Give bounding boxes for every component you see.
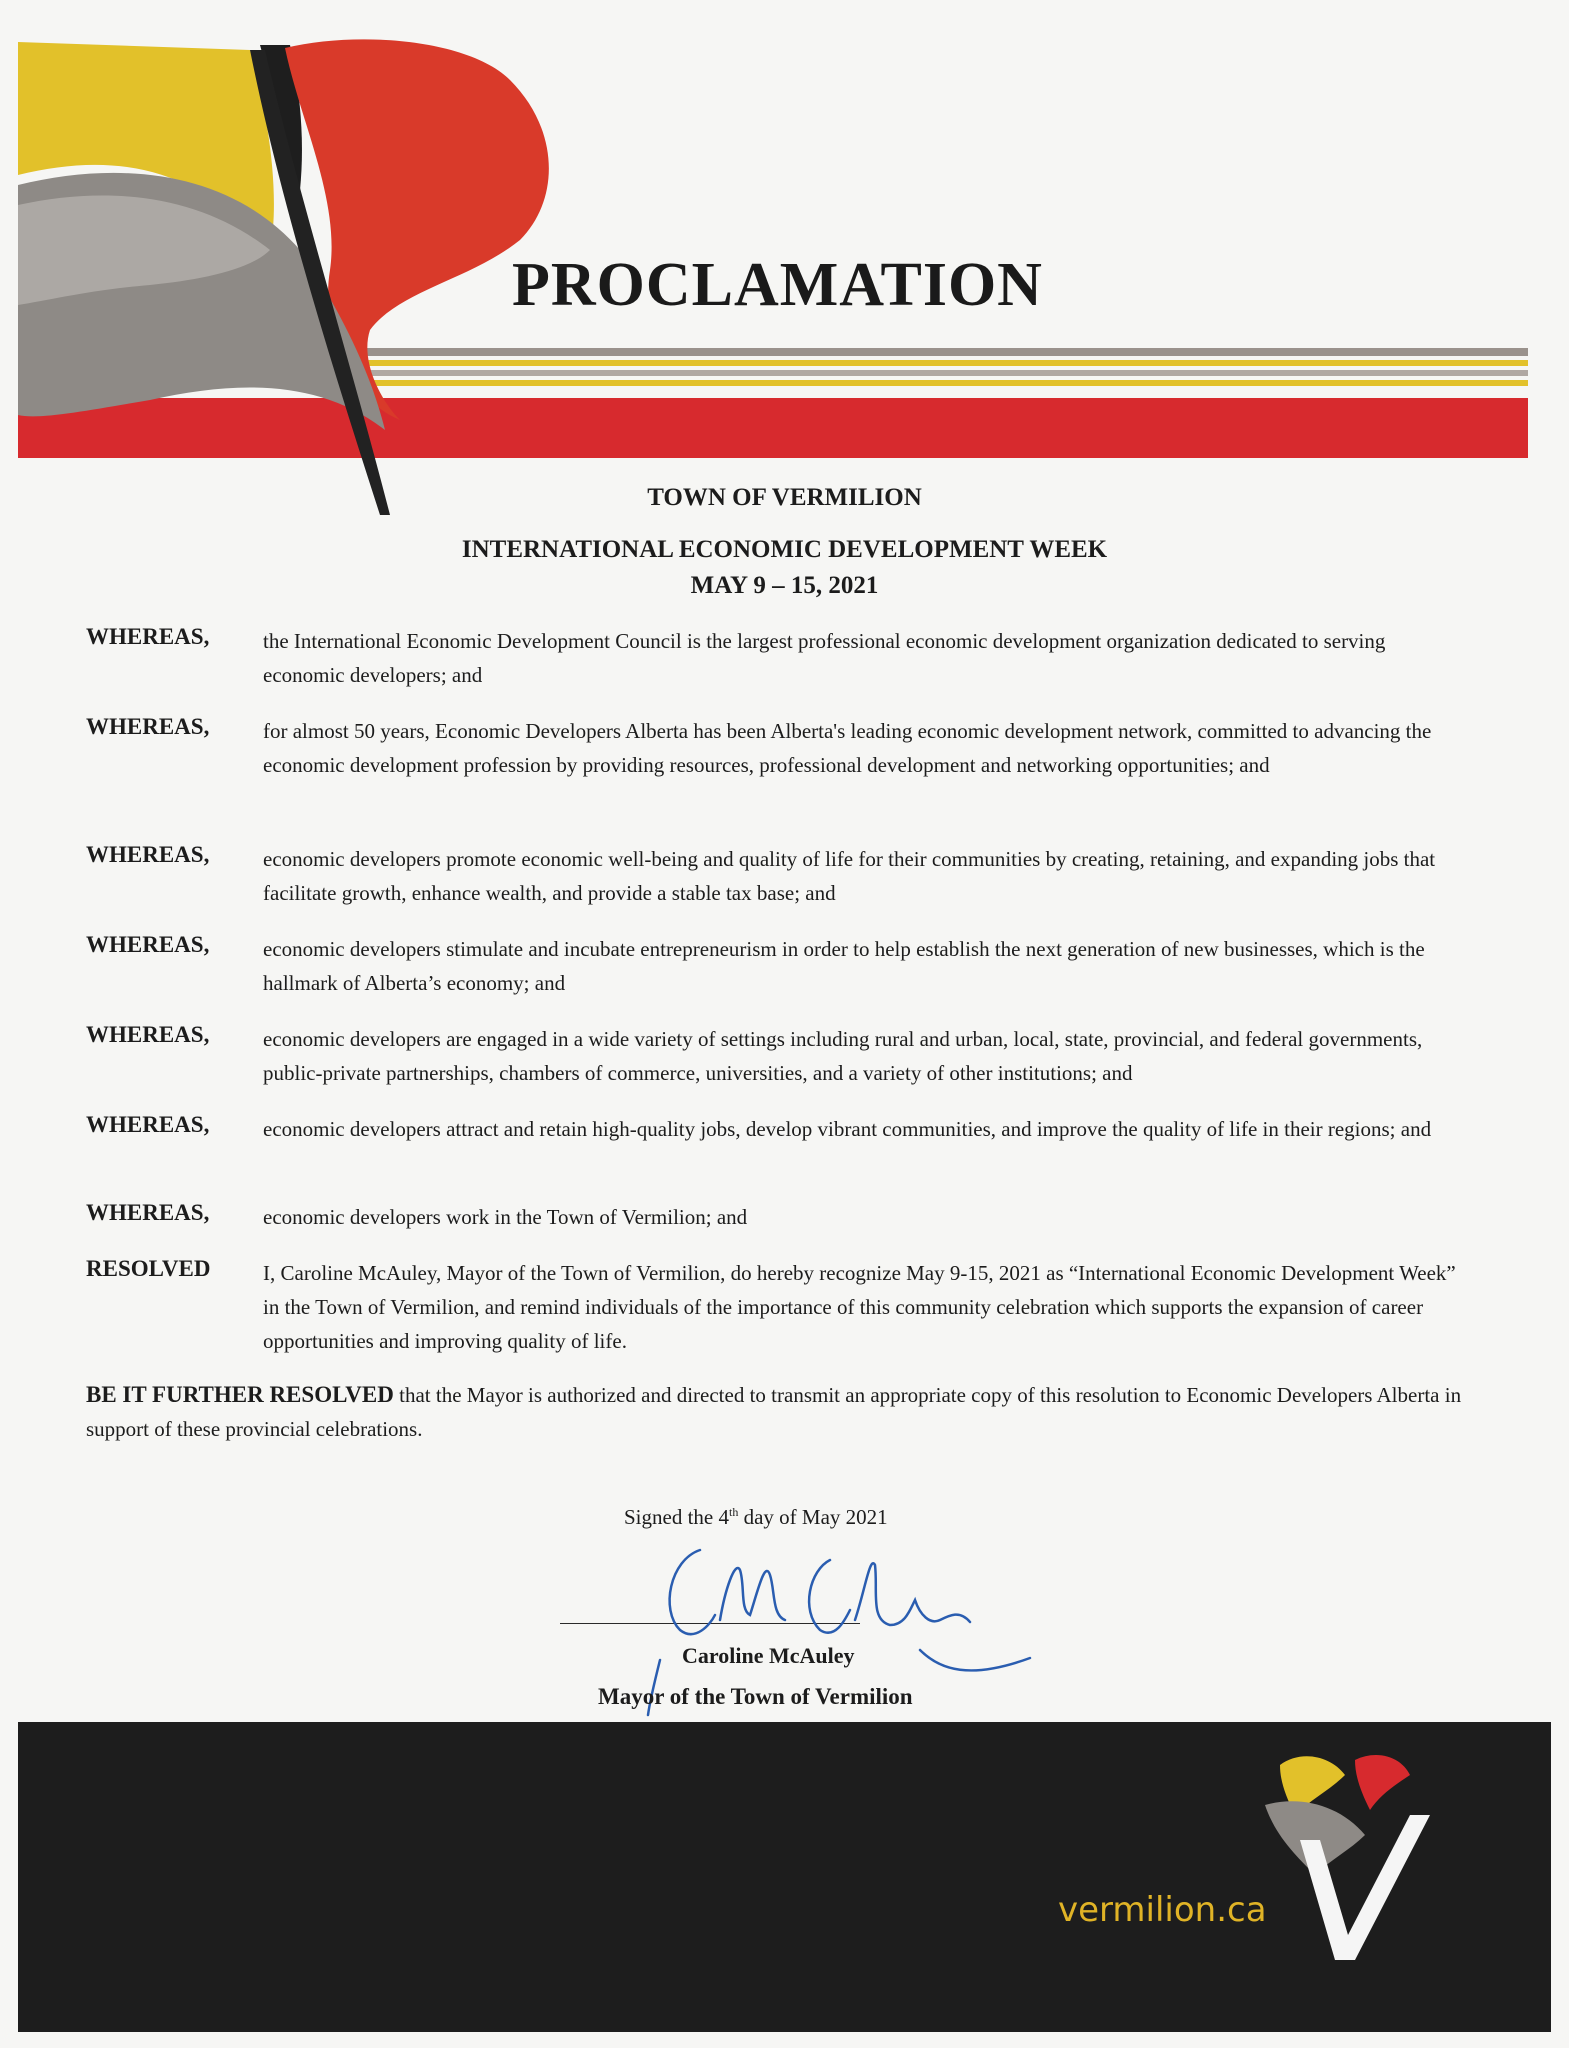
town-heading: TOWN OF VERMILION [647, 484, 922, 511]
clause-text: economic developers attract and retain high-quality jobs, develop vibrant communities, and improve the quality of life in their regions; and [263, 1117, 1432, 1141]
event-heading: INTERNATIONAL ECONOMIC DEVELOPMENT WEEK [461, 536, 1108, 563]
clause-text: economic developers stimulate and incubate entrepreneurism in order to help establish the next generation of new businesses, which is the hallmark of Alberta’s economy; and [263, 937, 1425, 995]
vermilion-logo-icon [1260, 1745, 1460, 1985]
clause-label: WHEREAS, [86, 1022, 210, 1047]
clause-label: WHEREAS, [86, 714, 210, 739]
clause-label: WHEREAS, [86, 842, 210, 867]
clause-label: WHEREAS, [86, 624, 210, 649]
dates-heading: MAY 9 – 15, 2021 [690, 572, 879, 599]
signed-ordinal: th [729, 1505, 739, 1519]
page-title: PROCLAMATION [512, 251, 1043, 319]
clause-label: WHEREAS, [86, 1112, 210, 1137]
footer-url: vermilion.ca [1058, 1890, 1267, 1930]
logo-letter: V [1260, 1745, 1261, 1746]
clause-label: WHEREAS, [86, 1200, 210, 1225]
clause-label: WHEREAS, [86, 932, 210, 957]
further-resolved-lead: BE IT FURTHER RESOLVED [86, 1382, 394, 1407]
clause-label: RESOLVED [86, 1256, 211, 1281]
signed-date [624, 1505, 888, 1530]
signer-name: Caroline McAuley [682, 1643, 855, 1668]
clause-text: economic developers are engaged in a wide variety of settings including rural and urban, local, state, provincial, and federal governments, public-private partnerships, chambers of commerce, universities, and a variety of other institutions; and [263, 1027, 1423, 1085]
clause-text: for almost 50 years, Economic Developers Alberta has been Alberta's leading economic development network, committed to advancing the economic development profession by providing resources, professional development and networking opportunities; and [263, 719, 1432, 777]
further-resolved-paragraph [86, 1378, 1466, 1446]
signer-title: Mayor of the Town of Vermilion [598, 1684, 913, 1709]
clause-text: I, Caroline McAuley, Mayor of the Town of Vermilion, do hereby recognize May 9-15, 2021 as “International Economic Development Week” in the Town of Vermilion, and remind individuals of the importance of this community celebration which supports the expansion of career opportunities and improving quality of life. [263, 1261, 1456, 1353]
clause-text: the International Economic Development Council is the largest professional economic development organization dedicated to serving economic developers; and [263, 629, 1386, 687]
signed-suffix: day of May 2021 [738, 1505, 888, 1529]
clause-text: economic developers promote economic well-being and quality of life for their communities by creating, retaining, and expanding jobs that facilitate growth, enhance wealth, and provide a stable tax base; and [263, 847, 1436, 905]
signed-prefix: Signed the 4 [624, 1505, 729, 1529]
clause-text: economic developers work in the Town of Vermilion; and [263, 1205, 748, 1229]
further-resolved-text: that the Mayor is authorized and directed to transmit an appropriate copy of this resolution to Economic Developers Alberta in support of these provincial celebrations. [86, 1383, 1462, 1441]
